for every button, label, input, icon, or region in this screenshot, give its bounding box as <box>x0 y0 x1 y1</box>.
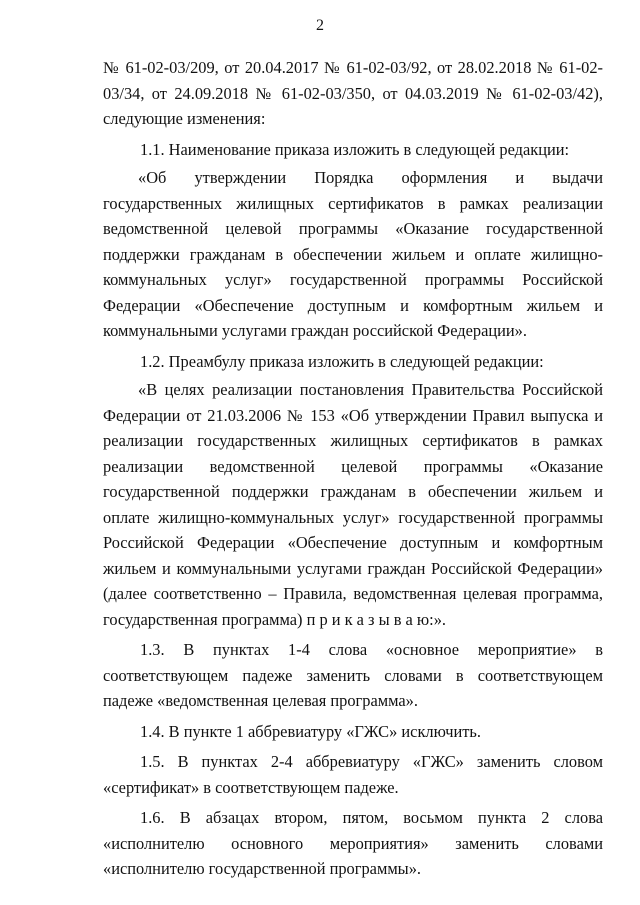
paragraph-order-title-quote: «Об утверждении Порядка оформления и выдачи государственных жилищных сертификатов в рамках реализации ведомственной целевой программы «Оказание государственной поддержки гражданам в обеспечении жильем и оплате жилищно-коммунальных услуг» государственной программы Российской Федерации «Обеспечение доступным и комфортным жильем и коммунальными услугами граждан российской Федерации». <box>103 168 603 340</box>
paragraph-preamble-quote: «В целях реализации постановления Правительства Российской Федерации от 21.03.2006 № 153 «Об утверждении Правил выпуска и реализации государственных жилищных сертификатов в рамках реализации ведомственной целевой программы «Оказание государственной поддержки гражданам в обеспечении жильем и оплате жилищно-коммунальных услуг» государственной программы Российской Федерации «Обеспечение доступным и комфортным жильем и коммунальными услугами граждан Российской Федерации» (далее соответственно – Правила, ведомственная целевая программа, государственная программа) п р и к а з ы в а ю:». <box>103 380 603 629</box>
page-number: 2 <box>316 17 324 34</box>
paragraph-item-1-4: 1.4. В пункте 1 аббревиатуру «ГЖС» исключить. <box>140 721 481 741</box>
paragraph-item-1-6: 1.6. В абзацах втором, пятом, восьмом пункта 2 слова «исполнителю основного мероприятия» заменить словами «исполнителю государственной программы». <box>103 808 603 878</box>
paragraph-item-1-2: 1.2. Преамбулу приказа изложить в следующей редакции: <box>140 351 544 371</box>
paragraph-item-1-1: 1.1. Наименование приказа изложить в следующей редакции: <box>140 139 570 159</box>
paragraph-amendments-intro: № 61-02-03/209, от 20.04.2017 № 61-02-03/92, от 28.02.2018 № 61-02-03/34, от 24.09.2018 № 61-02-03/350, от 04.03.2019 № 61-02-03/42), следующие изменения: <box>103 58 603 128</box>
paragraph-item-1-3: 1.3. В пунктах 1-4 слова «основное мероприятие» в соответствующем падеже заменить словами в соответствующем падеже «ведомственная целевая программа». <box>103 640 603 710</box>
document-body <box>103 55 603 882</box>
paragraph-item-1-5: 1.5. В пунктах 2-4 аббревиатуру «ГЖС» заменить словом «сертификат» в соответствующем падеже. <box>103 752 603 797</box>
